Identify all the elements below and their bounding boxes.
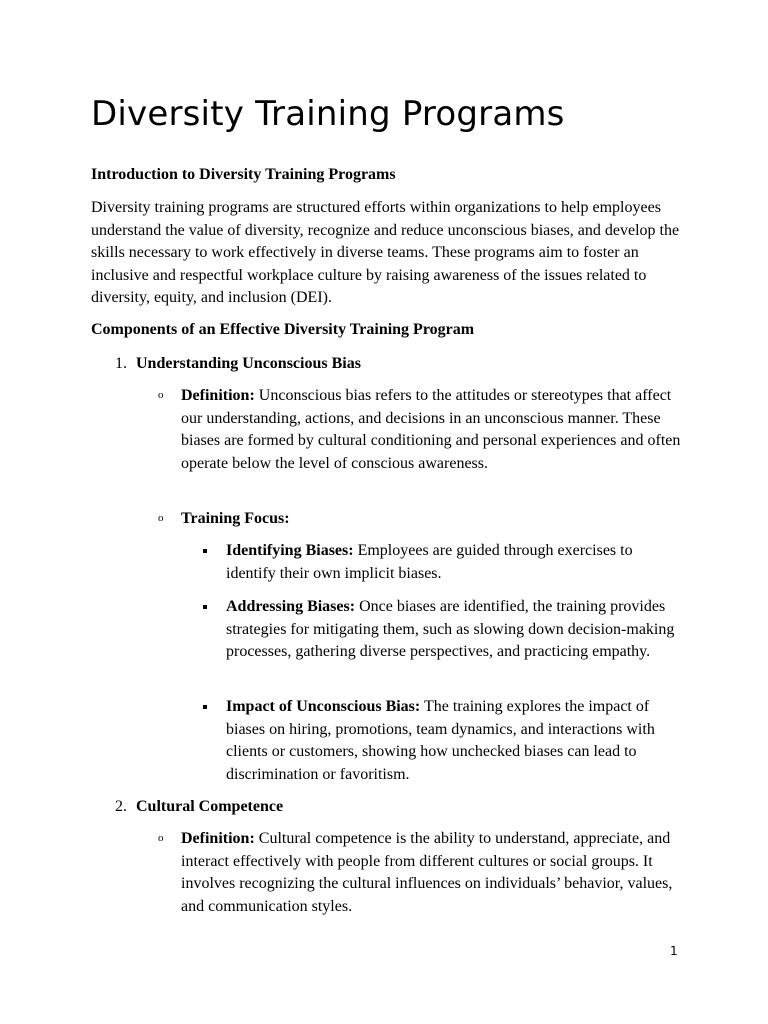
list-number-2: 2. <box>115 798 127 815</box>
square-bullet <box>203 549 207 553</box>
focus-item-impact <box>226 696 681 786</box>
list-number-1: 1. <box>115 355 127 372</box>
focus-item-text: Employees are guided through exercises to identify their own implicit biases. <box>226 542 633 582</box>
circle-bullet: o <box>158 389 164 401</box>
focus-item-label: Addressing Biases: <box>226 598 356 615</box>
item-1-definition <box>181 385 681 475</box>
focus-item-text: Once biases are identified, the training provides strategies for mitigating them, such as slowing down decision-making processes, gathering diverse perspectives, and practicing empathy. <box>226 598 675 660</box>
item-1-title: Understanding Unconscious Bias <box>136 355 361 372</box>
page-title: Diversity Training Programs <box>91 94 565 134</box>
item-2-title: Cultural Competence <box>136 798 284 815</box>
definition-label: Definition: <box>181 387 255 404</box>
page-number: 1 <box>670 944 678 958</box>
components-heading: Components of an Effective Diversity Training Program <box>91 321 475 338</box>
focus-item-identifying <box>226 540 681 585</box>
definition-label: Definition: <box>181 830 255 847</box>
focus-item-label: Identifying Biases: <box>226 542 354 559</box>
circle-bullet: o <box>158 512 164 524</box>
training-focus-label: Training Focus: <box>181 510 290 527</box>
item-2-definition <box>181 828 681 918</box>
intro-paragraph: Diversity training programs are structured efforts within organizations to help employees understand the value of diversity, recognize and reduce unconscious biases, and develop the skills necessary to work effectively in diverse teams. These programs aim to foster an inclusive and respectful workplace culture by raising awareness of the issues related to diversity, equity, and inclusion (DEI). <box>91 199 680 306</box>
definition-text: Unconscious bias refers to the attitudes or stereotypes that affect our understanding, actions, and decisions in an unconscious manner. These biases are formed by cultural conditioning and personal experiences and often operate below the level of conscious awareness. <box>181 387 681 472</box>
square-bullet <box>203 705 207 709</box>
focus-item-text: The training explores the impact of biases on hiring, promotions, team dynamics, and interactions with clients or customers, showing how unchecked biases can lead to discrimination or favoritism. <box>226 698 655 783</box>
circle-bullet: o <box>158 832 164 844</box>
focus-item-addressing <box>226 596 681 664</box>
square-bullet <box>203 605 207 609</box>
focus-item-label: Impact of Unconscious Bias: <box>226 698 421 715</box>
definition-text: Cultural competence is the ability to understand, appreciate, and interact effectively with people from different cultures or social groups. It involves recognizing the cultural influences on individuals’ behavior, values, and communication styles. <box>181 830 673 915</box>
intro-heading: Introduction to Diversity Training Programs <box>91 166 396 183</box>
